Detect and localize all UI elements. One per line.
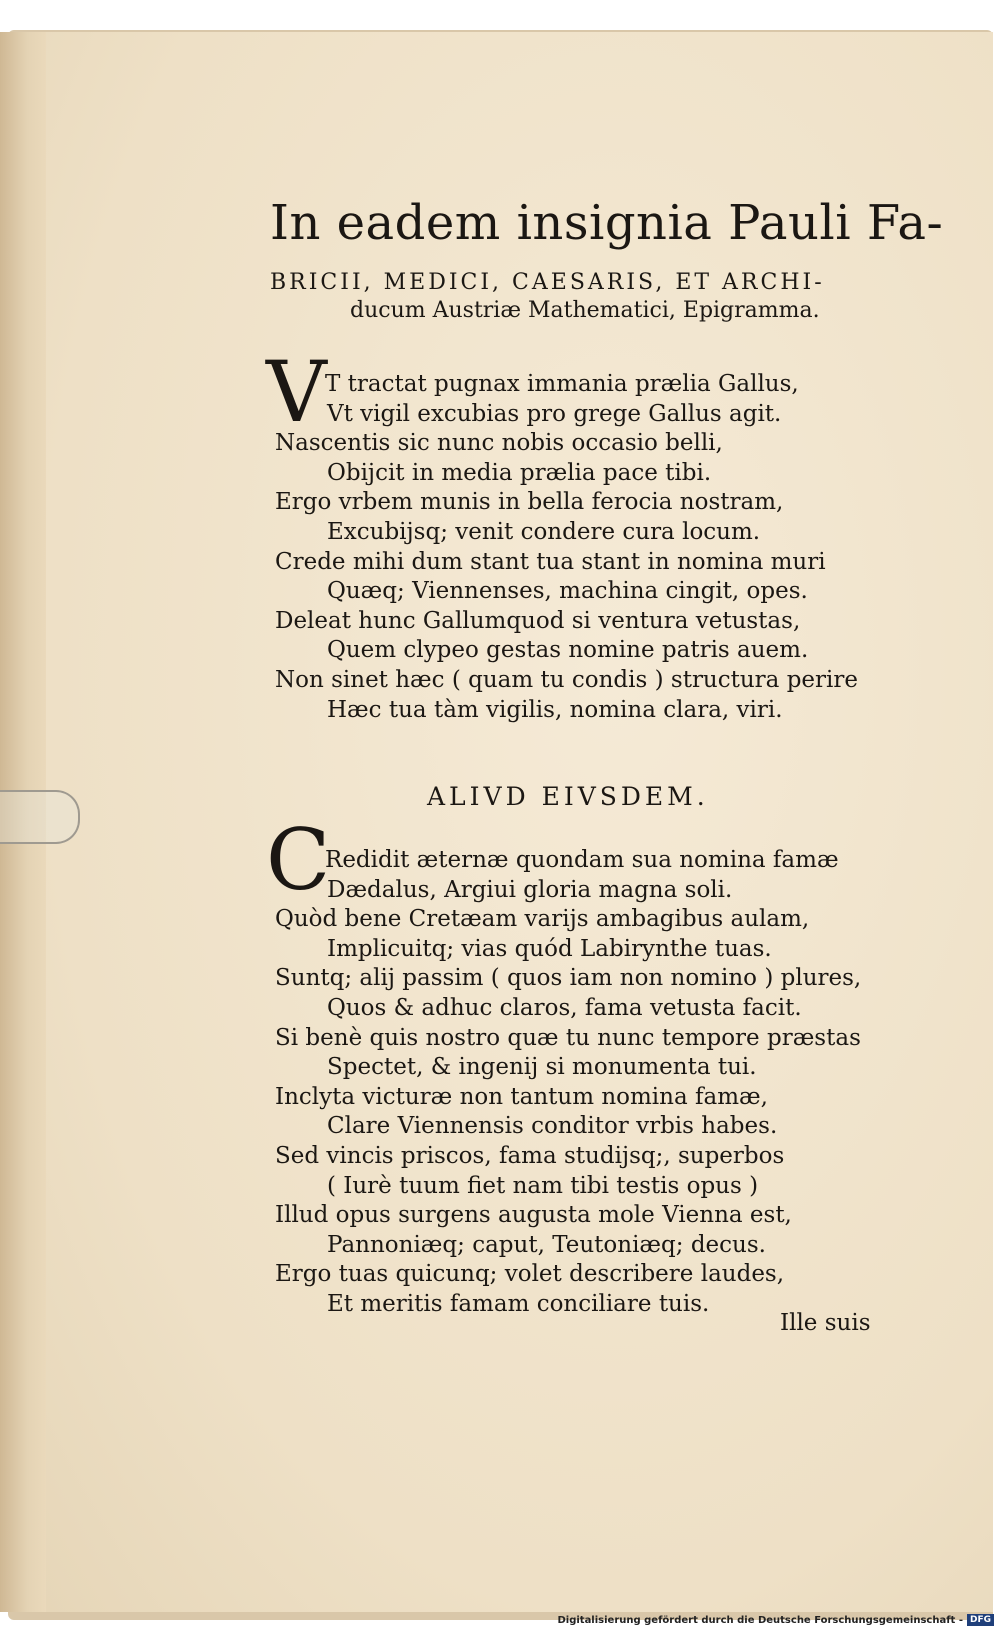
poem-line: Implicuitq; vias quód Labirynthe tuas. bbox=[327, 935, 772, 962]
dfg-logo: DFG bbox=[967, 1614, 994, 1626]
subtitle-line-1: BRICII, MEDICI, CAESARIS, ET ARCHI- bbox=[270, 270, 825, 295]
poem-line: Illud opus surgens augusta mole Vienna est, bbox=[275, 1202, 792, 1229]
decorated-initial-c: C bbox=[266, 811, 331, 909]
poem-line: Dædalus, Argiui gloria magna soli. bbox=[327, 876, 733, 903]
footer-credit: Digitalisierung gefördert durch die Deutsche Forschungsgemeinschaft - bbox=[557, 1614, 963, 1626]
poem-line: Quæq; Viennenses, machina cingit, opes. bbox=[327, 578, 808, 605]
poem-line: Redidit æternæ quondam sua nomina famæ bbox=[325, 847, 839, 873]
poem-line: Suntq; alij passim ( quos iam non nomino ) plures, bbox=[275, 965, 862, 992]
paper-clip bbox=[0, 790, 80, 844]
paper-page bbox=[40, 32, 993, 1612]
catchword: Ille suis bbox=[780, 1310, 871, 1336]
poem-line: Pannoniæq; caput, Teutoniæq; decus. bbox=[327, 1231, 766, 1258]
page-title: In eadem insignia Pauli Fa- bbox=[270, 195, 944, 251]
section-heading: ALIVD EIVSDEM. bbox=[427, 782, 709, 811]
poem-line: Deleat hunc Gallumquod si ventura vetustas, bbox=[275, 607, 801, 634]
poem-line: Inclyta victuræ non tantum nomina famæ, bbox=[275, 1083, 768, 1110]
poem-line: Obijcit in media prælia pace tibi. bbox=[327, 459, 712, 486]
poem-line: Si benè quis nostro quæ tu nunc tempore præstas bbox=[275, 1024, 861, 1051]
poem-line: Nascentis sic nunc nobis occasio belli, bbox=[275, 430, 723, 457]
poem-line: Ergo tuas quicunq; volet describere laudes, bbox=[275, 1261, 785, 1288]
poem-line: Ergo vrbem munis in bella ferocia nostram, bbox=[275, 489, 784, 516]
digitization-footer bbox=[557, 1609, 994, 1631]
poem-line: Excubijsq; venit condere cura locum. bbox=[327, 518, 761, 545]
poem-line: Spectet, & ingenij si monumenta tui. bbox=[327, 1054, 757, 1081]
poem-line: Quem clypeo gestas nomine patris auem. bbox=[327, 637, 809, 664]
poem-line: Quòd bene Cretæam varijs ambagibus aulam, bbox=[275, 906, 810, 933]
poem-line: Crede mihi dum stant tua stant in nomina muri bbox=[275, 548, 826, 575]
poem-line: Hæc tua tàm vigilis, nomina clara, viri. bbox=[327, 696, 783, 723]
poem-line: ( Iurè tuum fiet nam tibi testis opus ) bbox=[327, 1172, 759, 1199]
poem-line: Vt vigil excubias pro grege Gallus agit. bbox=[327, 400, 782, 427]
poem-line: Quos & adhuc claros, fama vetusta facit. bbox=[327, 994, 802, 1021]
poem-line: Non sinet hæc ( quam tu condis ) structura perire bbox=[275, 666, 858, 693]
poem-line: Et meritis famam conciliare tuis. bbox=[327, 1290, 710, 1317]
poem-line: Clare Viennensis conditor vrbis habes. bbox=[327, 1113, 778, 1140]
second-poem bbox=[275, 846, 861, 1320]
poem-line: Sed vincis priscos, fama studijsq;, superbos bbox=[275, 1142, 785, 1169]
poem-line: T tractat pugnax immania prælia Gallus, bbox=[325, 371, 799, 397]
decorated-initial-v: V bbox=[266, 343, 327, 441]
epigram-poem bbox=[275, 370, 858, 725]
subtitle-line-2: ducum Austriæ Mathematici, Epigramma. bbox=[350, 298, 820, 323]
